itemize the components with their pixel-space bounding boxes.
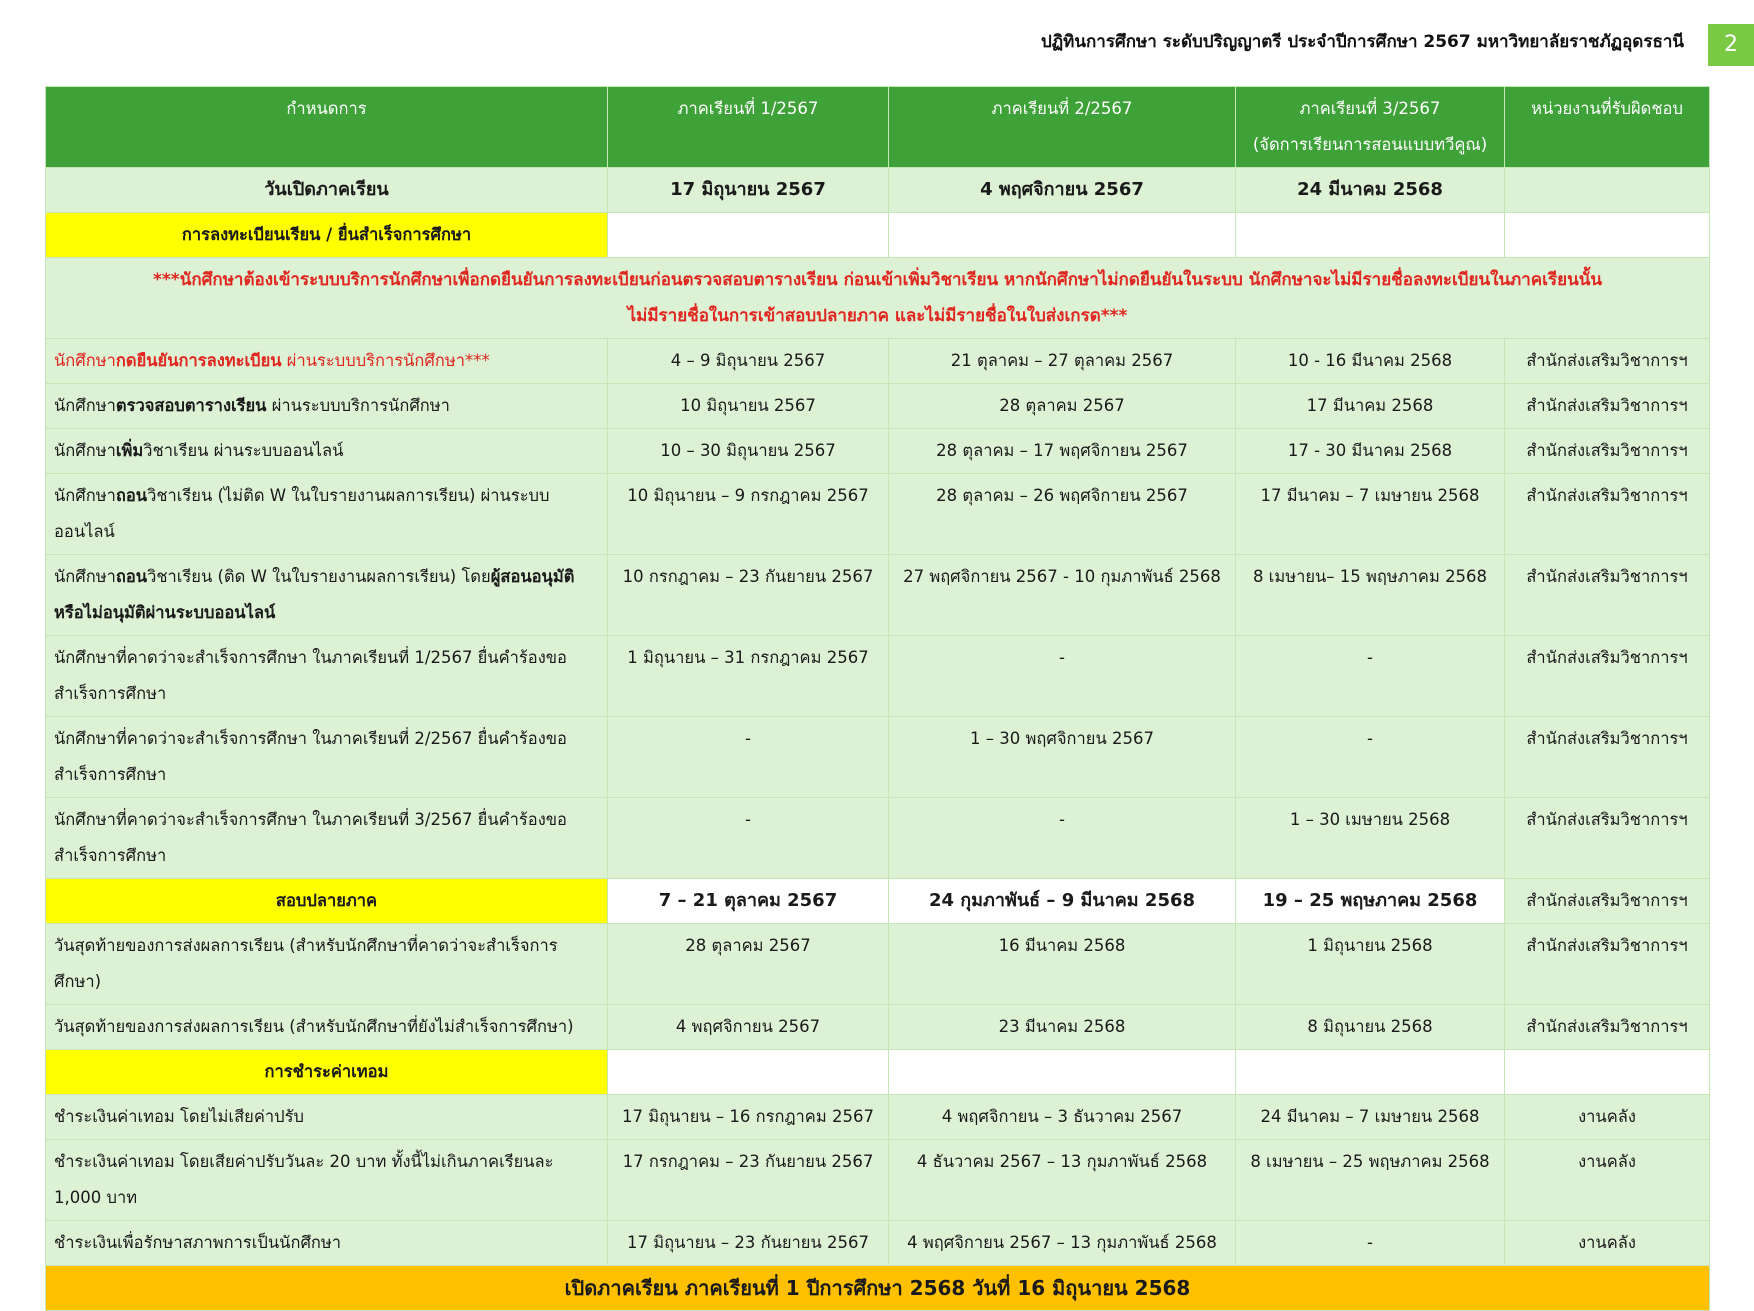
table-row <box>46 924 1710 1005</box>
row-item: วันสุดท้ายของการส่งผลการเรียน (สำหรับนักศึกษาที่ยังไม่สำเร็จการศึกษา) <box>46 1005 608 1050</box>
row-sem1: - <box>608 798 889 879</box>
row-item: นักศึกษาที่คาดว่าจะสำเร็จการศึกษา ในภาคเรียนที่ 2/2567 ยื่นคำร้องขอสำเร็จการศึกษา <box>46 717 608 798</box>
row-unit: สำนักส่งเสริมวิชาการฯ <box>1505 384 1710 429</box>
row-sem2: 1 – 30 พฤศจิกายน 2567 <box>889 717 1236 798</box>
row-sem2: 4 พฤศจิกายน – 3 ธันวาคม 2567 <box>889 1095 1236 1140</box>
row-unit: สำนักส่งเสริมวิชาการฯ <box>1505 798 1710 879</box>
row-sem3: 8 เมษายน – 25 พฤษภาคม 2568 <box>1236 1140 1505 1221</box>
final-exam-row <box>46 879 1710 924</box>
row-sem1: 1 มิถุนายน – 31 กรกฎาคม 2567 <box>608 636 889 717</box>
row-unit: สำนักส่งเสริมวิชาการฯ <box>1505 924 1710 1005</box>
table-row <box>46 474 1710 555</box>
open-day-row <box>46 168 1710 213</box>
page-number: 2 <box>1708 24 1754 66</box>
row-sem3: 17 - 30 มีนาคม 2568 <box>1236 429 1505 474</box>
notice-line-1: ***นักศึกษาต้องเข้าระบบบริการนักศึกษาเพื่อกดยืนยันการลงทะเบียนก่อนตรวจสอบตารางเรียน ก่อนเข้าเพิ่มวิชาเรียน หากนักศึกษาไม่กดยืนยันในระบบ นักศึกษาจะไม่มีรายชื่อลงทะเบียนในภาคเรียนนั้น <box>153 270 1602 290</box>
row-item: ชำระเงินเพื่อรักษาสภาพการเป็นนักศึกษา <box>46 1221 608 1266</box>
row-sem2: 28 ตุลาคม – 26 พฤศจิกายน 2567 <box>889 474 1236 555</box>
final-exam-sem2: 24 กุมภาพันธ์ – 9 มีนาคม 2568 <box>889 879 1236 924</box>
row-sem1: 17 มิถุนายน – 16 กรกฎาคม 2567 <box>608 1095 889 1140</box>
row-sem2: 28 ตุลาคม 2567 <box>889 384 1236 429</box>
col-header-sem3-note: (จัดการเรียนการสอนแบบทวีคูณ) <box>1252 135 1488 154</box>
row-sem3: - <box>1236 717 1505 798</box>
row-item: นักศึกษาตรวจสอบตารางเรียน ผ่านระบบบริการนักศึกษา <box>46 384 608 429</box>
row-sem1: 4 – 9 มิถุนายน 2567 <box>608 339 889 384</box>
final-exam-sem3: 19 – 25 พฤษภาคม 2568 <box>1236 879 1505 924</box>
final-exam-sem1: 7 – 21 ตุลาคม 2567 <box>608 879 889 924</box>
row-sem3: - <box>1236 636 1505 717</box>
row-unit: สำนักส่งเสริมวิชาการฯ <box>1505 339 1710 384</box>
row-unit: งานคลัง <box>1505 1095 1710 1140</box>
registration-notice <box>46 258 1710 339</box>
notice-line-2: ไม่มีรายชื่อในการเข้าสอบปลายภาค และไม่มีรายชื่อในใบส่งเกรด*** <box>627 306 1128 326</box>
col-header-sem3 <box>1236 87 1505 168</box>
row-item: ชำระเงินค่าเทอม โดยเสียค่าปรับวันละ 20 บาท ทั้งนี้ไม่เกินภาคเรียนละ 1,000 บาท <box>46 1140 608 1221</box>
col-header-sem3-label: ภาคเรียนที่ 3/2567 <box>1299 99 1441 118</box>
page-title: ปฏิทินการศึกษา ระดับปริญญาตรี ประจำปีการศึกษา 2567 มหาวิทยาลัยราชภัฏอุดรธานี <box>1040 32 1684 52</box>
row-sem1: 10 กรกฎาคม – 23 กันยายน 2567 <box>608 555 889 636</box>
row-item: นักศึกษาที่คาดว่าจะสำเร็จการศึกษา ในภาคเรียนที่ 1/2567 ยื่นคำร้องขอสำเร็จการศึกษา <box>46 636 608 717</box>
row-item: ชำระเงินค่าเทอม โดยไม่เสียค่าปรับ <box>46 1095 608 1140</box>
final-exam-label: สอบปลายภาค <box>46 879 608 924</box>
table-row <box>46 429 1710 474</box>
row-sem2: 28 ตุลาคม – 17 พฤศจิกายน 2567 <box>889 429 1236 474</box>
row-unit: งานคลัง <box>1505 1140 1710 1221</box>
row-sem3: 17 มีนาคม 2568 <box>1236 384 1505 429</box>
row-unit: สำนักส่งเสริมวิชาการฯ <box>1505 429 1710 474</box>
row-sem3: 24 มีนาคม – 7 เมษายน 2568 <box>1236 1095 1505 1140</box>
row-item: วันสุดท้ายของการส่งผลการเรียน (สำหรับนักศึกษาที่คาดว่าจะสำเร็จการศึกษา) <box>46 924 608 1005</box>
open-day-sem3: 24 มีนาคม 2568 <box>1236 168 1505 213</box>
row-sem3: 8 มิถุนายน 2568 <box>1236 1005 1505 1050</box>
col-header-item: กำหนดการ <box>46 87 608 168</box>
open-day-unit <box>1505 168 1710 213</box>
row-unit: สำนักส่งเสริมวิชาการฯ <box>1505 474 1710 555</box>
footer-row <box>46 1266 1710 1311</box>
academic-calendar-table <box>45 86 1710 1311</box>
table-row <box>46 339 1710 384</box>
row-unit: สำนักส่งเสริมวิชาการฯ <box>1505 636 1710 717</box>
row-unit: สำนักส่งเสริมวิชาการฯ <box>1505 717 1710 798</box>
open-day-sem2: 4 พฤศจิกายน 2567 <box>889 168 1236 213</box>
table-row <box>46 1005 1710 1050</box>
row-item: นักศึกษากดยืนยันการลงทะเบียน ผ่านระบบบริการนักศึกษา*** <box>46 339 608 384</box>
row-unit: งานคลัง <box>1505 1221 1710 1266</box>
row-sem1: 10 มิถุนายน 2567 <box>608 384 889 429</box>
open-day-label: วันเปิดภาคเรียน <box>46 168 608 213</box>
col-header-sem1: ภาคเรียนที่ 1/2567 <box>608 87 889 168</box>
table-row <box>46 798 1710 879</box>
notice-row <box>46 258 1710 339</box>
table-row <box>46 1140 1710 1221</box>
table-row <box>46 555 1710 636</box>
table-row <box>46 384 1710 429</box>
row-sem3: 10 - 16 มีนาคม 2568 <box>1236 339 1505 384</box>
row-item: นักศึกษาที่คาดว่าจะสำเร็จการศึกษา ในภาคเรียนที่ 3/2567 ยื่นคำร้องขอสำเร็จการศึกษา <box>46 798 608 879</box>
row-sem2: 21 ตุลาคม – 27 ตุลาคม 2567 <box>889 339 1236 384</box>
registration-section-row <box>46 213 1710 258</box>
open-day-sem1: 17 มิถุนายน 2567 <box>608 168 889 213</box>
row-sem3: 8 เมษายน– 15 พฤษภาคม 2568 <box>1236 555 1505 636</box>
row-sem2: - <box>889 798 1236 879</box>
table-row <box>46 636 1710 717</box>
registration-section-label: การลงทะเบียนเรียน / ยื่นสำเร็จการศึกษา <box>46 213 608 258</box>
col-header-unit: หน่วยงานที่รับผิดชอบ <box>1505 87 1710 168</box>
row-sem3: 17 มีนาคม – 7 เมษายน 2568 <box>1236 474 1505 555</box>
row-unit: สำนักส่งเสริมวิชาการฯ <box>1505 1005 1710 1050</box>
row-sem1: 10 – 30 มิถุนายน 2567 <box>608 429 889 474</box>
row-sem3: - <box>1236 1221 1505 1266</box>
payment-section-row <box>46 1050 1710 1095</box>
row-sem1: 4 พฤศจิกายน 2567 <box>608 1005 889 1050</box>
row-sem2: 27 พฤศจิกายน 2567 - 10 กุมภาพันธ์ 2568 <box>889 555 1236 636</box>
row-item: นักศึกษาถอนวิชาเรียน (ติด W ในใบรายงานผลการเรียน) โดยผู้สอนอนุมัติหรือไม่อนุมัติผ่านระบบออนไลน์ <box>46 555 608 636</box>
row-sem1: 28 ตุลาคม 2567 <box>608 924 889 1005</box>
table-row <box>46 717 1710 798</box>
row-sem3: 1 – 30 เมษายน 2568 <box>1236 798 1505 879</box>
row-sem2: 4 พฤศจิกายน 2567 – 13 กุมภาพันธ์ 2568 <box>889 1221 1236 1266</box>
final-exam-unit: สำนักส่งเสริมวิชาการฯ <box>1505 879 1710 924</box>
header-row <box>46 87 1710 168</box>
col-header-sem2: ภาคเรียนที่ 2/2567 <box>889 87 1236 168</box>
row-sem1: - <box>608 717 889 798</box>
next-semester-banner: เปิดภาคเรียน ภาคเรียนที่ 1 ปีการศึกษา 2568 วันที่ 16 มิถุนายน 2568 <box>46 1266 1710 1311</box>
row-sem1: 17 กรกฎาคม – 23 กันยายน 2567 <box>608 1140 889 1221</box>
table-row <box>46 1095 1710 1140</box>
row-sem2: 4 ธันวาคม 2567 – 13 กุมภาพันธ์ 2568 <box>889 1140 1236 1221</box>
row-sem1: 10 มิถุนายน – 9 กรกฎาคม 2567 <box>608 474 889 555</box>
row-sem2: 16 มีนาคม 2568 <box>889 924 1236 1005</box>
table-row <box>46 1221 1710 1266</box>
row-sem1: 17 มิถุนายน – 23 กันยายน 2567 <box>608 1221 889 1266</box>
row-sem3: 1 มิถุนายน 2568 <box>1236 924 1505 1005</box>
row-item: นักศึกษาถอนวิชาเรียน (ไม่ติด W ในใบรายงานผลการเรียน) ผ่านระบบออนไลน์ <box>46 474 608 555</box>
row-unit: สำนักส่งเสริมวิชาการฯ <box>1505 555 1710 636</box>
row-sem2: 23 มีนาคม 2568 <box>889 1005 1236 1050</box>
row-item: นักศึกษาเพิ่มวิชาเรียน ผ่านระบบออนไลน์ <box>46 429 608 474</box>
row-sem2: - <box>889 636 1236 717</box>
payment-section-label: การชำระค่าเทอม <box>46 1050 608 1095</box>
